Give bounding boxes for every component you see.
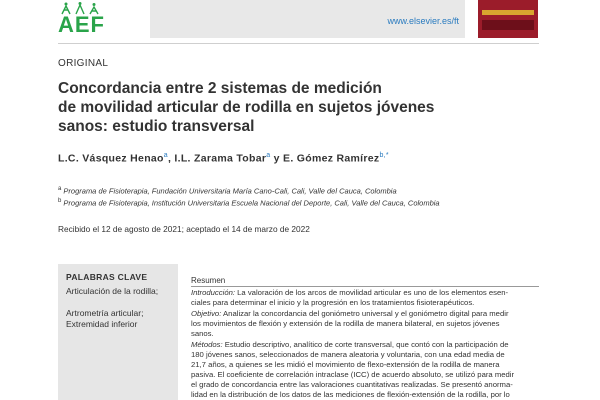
abstract-line	[191, 309, 551, 318]
abstract-line	[191, 340, 551, 349]
keywords-box	[58, 264, 178, 400]
abstract-text: lidad en la distribución de los datos de las mediciones de flexión-extensión de la rodilla, por lo	[191, 390, 510, 399]
received-dates: Recibido el 12 de agosto de 2021; aceptado el 14 de marzo de 2022	[58, 224, 310, 234]
keyword-item: Extremidad inferior	[66, 319, 138, 329]
abstract-line	[191, 350, 551, 359]
abstract-text: Estudio descriptivo, analítico de corte transversal, que contó con la participación de	[222, 340, 509, 349]
abstract-line	[191, 370, 551, 379]
abstract-divider	[191, 286, 539, 287]
abstract-text: 180 jóvenes sanos, seleccionados de manera aleatoria y voluntaria, con una edad media de	[191, 350, 505, 359]
cover-stripe	[482, 10, 534, 15]
affiliation-sup: a	[58, 186, 62, 192]
author-name: I.L. Zarama Tobar	[174, 152, 267, 165]
author-sup[interactable]: b,*	[379, 152, 389, 159]
keyword-item: Articulación de la rodilla;	[66, 286, 159, 296]
abstract-line	[191, 360, 551, 369]
abstract-line	[191, 288, 551, 297]
title-line: Concordancia entre 2 sistemas de medición	[58, 80, 382, 97]
author-sup[interactable]: a	[266, 152, 271, 159]
header-divider	[58, 43, 539, 44]
abstract-label: Objetivo:	[191, 309, 222, 318]
cover-band	[482, 20, 534, 30]
affiliation	[58, 198, 440, 208]
keywords-title: PALABRAS CLAVE	[66, 272, 148, 282]
abstract-line	[191, 329, 551, 338]
abstract-text: sanos.	[191, 329, 214, 338]
article-title	[58, 79, 498, 136]
article-section: ORIGINAL	[58, 58, 109, 69]
affiliation-sup: b	[58, 198, 62, 204]
author-separator: y	[270, 152, 284, 165]
title-line: de movilidad articular de rodilla en sujetos jóvenes	[58, 99, 435, 116]
affiliation	[58, 186, 397, 196]
abstract-label: Métodos:	[191, 340, 223, 349]
journal-logo	[58, 2, 118, 40]
journal-url[interactable]: www.elsevier.es/ft	[387, 16, 459, 26]
affiliation-text: Programa de Fisioterapia, Institución Universitaria Escuela Nacional del Deporte, Cali, Valle del Cauca, Colombia	[61, 198, 440, 208]
journal-header	[0, 0, 600, 42]
author-name: L.C. Vásquez Henao	[58, 152, 164, 165]
abstract-text: 21,7 años, a quienes se les midió el movimiento de flexo-extensión de la rodilla de manera	[191, 360, 500, 369]
abstract-line	[191, 380, 551, 389]
abstract-text: el grado de concordancia entre las valoraciones cuantitativas realizadas. Se presentó anorma-	[191, 380, 513, 389]
author-separator: ,	[167, 152, 175, 165]
abstract-text: Analizar la concordancia del goniómetro universal y el goniómetro digital para medir	[221, 309, 509, 318]
affiliation-text: Programa de Fisioterapia, Fundación Universitaria María Cano-Cali, Cali, Valle del Cauca, Colombia	[61, 186, 397, 196]
title-line: sanos: estudio transversal	[58, 118, 255, 135]
author-name: E. Gómez Ramírez	[283, 152, 380, 165]
keyword-item: Artrometría articular;	[66, 308, 144, 318]
abstract-line	[191, 319, 551, 328]
journal-logo-text: AEF	[58, 12, 105, 37]
abstract-label: Introducción:	[191, 288, 236, 297]
abstract-heading: Resumen	[191, 276, 226, 285]
abstract-text: los movimientos de flexión y extensión de la rodilla de manera bilateral, en sujetos jóvenes	[191, 319, 500, 328]
abstract-text: pasiva. El coeficiente de correlación intraclase (ICC) de acuerdo absoluto, se utilizó para medir	[191, 370, 515, 379]
abstract-text: ciales para determinar el inicio y la progresión en los tratamientos fisioterapéuticos.	[191, 298, 475, 307]
abstract-line	[191, 298, 551, 307]
abstract-line	[191, 390, 551, 399]
journal-banner	[150, 0, 465, 38]
journal-cover-thumbnail	[478, 0, 538, 38]
abstract-text: La valoración de los arcos de movilidad articular es uno de los elementos esen-	[235, 288, 509, 297]
author-list	[58, 152, 389, 165]
author-sup[interactable]: a	[163, 152, 168, 159]
